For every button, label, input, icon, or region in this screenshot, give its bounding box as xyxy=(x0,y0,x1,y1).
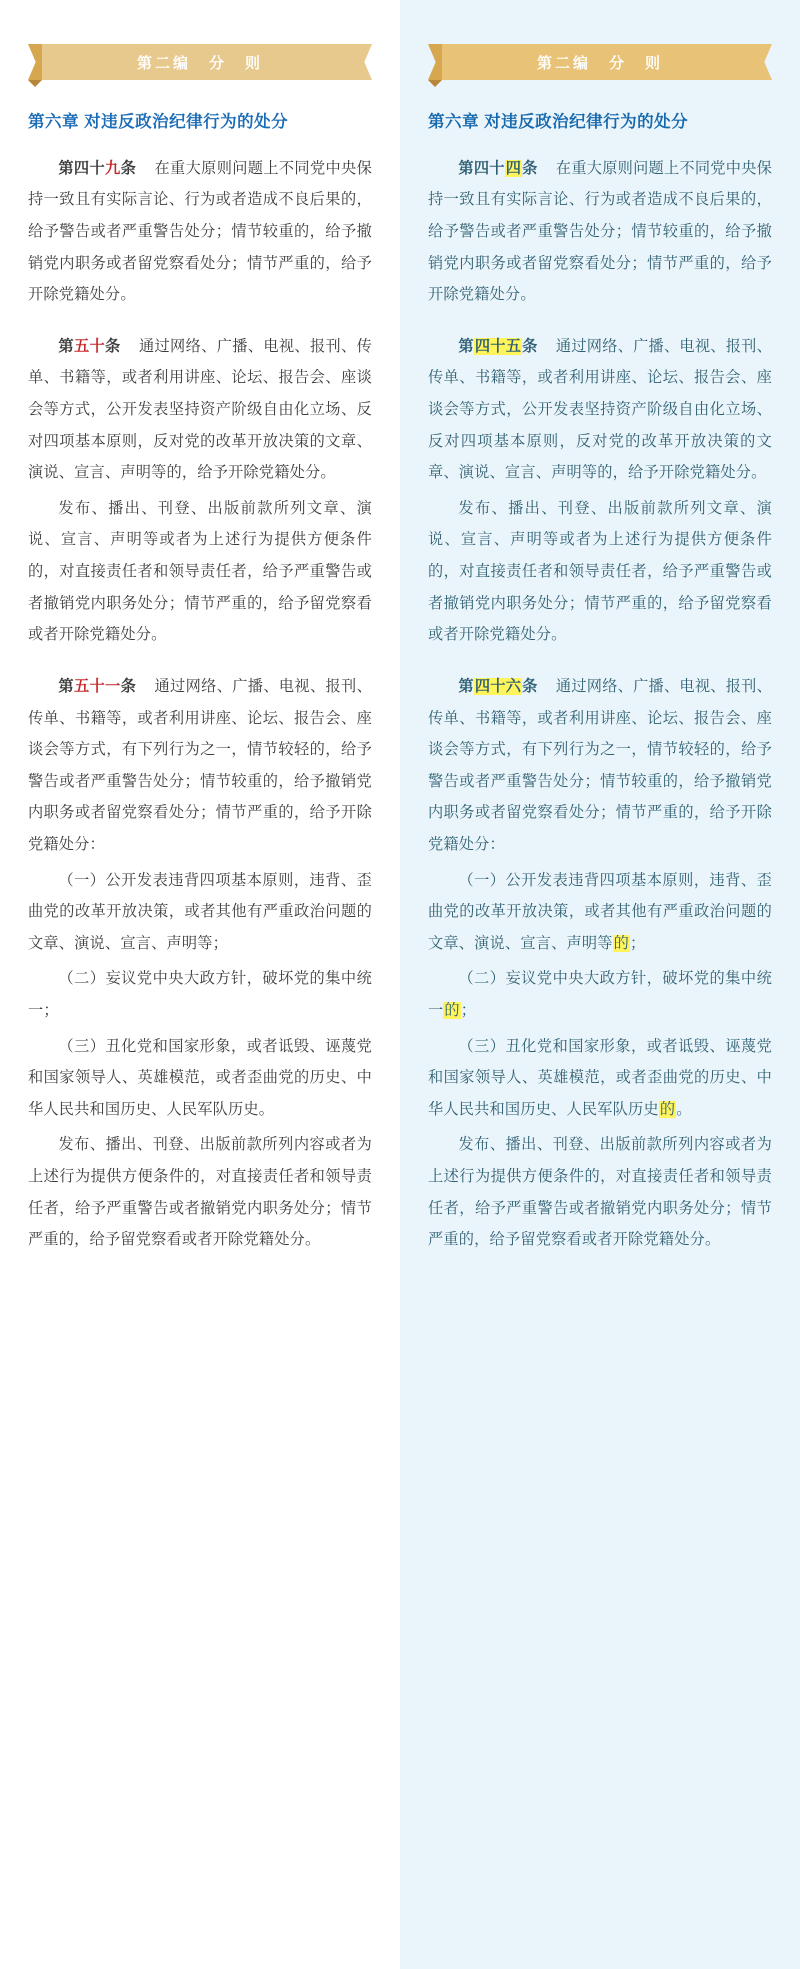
article-51-item-3: （三）丑化党和国家形象，或者诋毁、诬蔑党和国家领导人、英雄模范，或者歪曲党的历史、中华人民共和国历史、人民军队历史。 xyxy=(28,1037,372,1118)
article-51-body-1: 通过网络、广播、电视、报刊、传单、书籍等，或者利用讲座、论坛、报告会、座谈会等方式，有下列行为之一，情节较轻的，给予警告或者严重警告处分；情节较重的，给予撤销党内职务或者留党察看处分；情节严重的，给予开除党籍处分： xyxy=(28,677,372,853)
article-49-body-1: 在重大原则问题上不同党中央保持一致且有实际言论、行为或者造成不良后果的，给予警告或者严重警告处分；情节较重的，给予撤销党内职务或者留党察看处分；情节严重的，给予开除党籍处分。 xyxy=(28,159,372,304)
article-44-paragraph-1 xyxy=(428,153,772,311)
article-45-number-highlight: 四十五 xyxy=(474,337,522,355)
article-46-item-3: （三）丑化党和国家形象，或者诋毁、诬蔑党和国家领导人、英雄模范，或者歪曲党的历史、中华人民共和国历史、人民军队历史的。 xyxy=(428,1037,772,1118)
article-49-label: 第四十九条 xyxy=(58,159,137,177)
article-50-paragraph-1 xyxy=(28,331,372,489)
article-46-item-1: （一）公开发表违背四项基本原则，违背、歪曲党的改革开放决策，或者其他有严重政治问题的文章、演说、宣言、声明等的； xyxy=(428,871,772,952)
article-45-paragraph-1 xyxy=(428,331,772,489)
banner-ribbon xyxy=(42,44,358,80)
section-banner-left xyxy=(28,40,372,84)
article-46-body-1: 通过网络、广播、电视、报刊、传单、书籍等，或者利用讲座、论坛、报告会、座谈会等方式，有下列行为之一，情节较轻的，给予警告或者严重警告处分；情节较重的，给予撤销党内职务或者留党察看处分；情节严重的，给予开除党籍处分： xyxy=(428,677,773,853)
article-44-body-1: 在重大原则问题上不同党中央保持一致且有实际言论、行为或者造成不良后果的，给予警告或者严重警告处分；情节较重的，给予撤销党内职务或者留党察看处分；情节严重的，给予开除党籍处分。 xyxy=(428,159,773,304)
banner-title: 第二编 分 则 xyxy=(536,54,663,72)
article-51-item-2: （二）妄议党中央大政方针，破坏党的集中统一； xyxy=(28,970,372,1019)
article-46-paragraph-last: 发布、播出、刊登、出版前款所列内容或者为上述行为提供方便条件的，对直接责任者和领导责任者，给予严重警告或者撤销党内职务处分；情节严重的，给予留党察看或者开除党籍处分。 xyxy=(428,1136,772,1249)
ribbon-tail-left-icon xyxy=(28,44,42,80)
article-49-paragraph-1 xyxy=(28,153,372,311)
article-51-label: 第五十一条 xyxy=(58,677,137,695)
ribbon-tail-right-icon xyxy=(758,44,772,80)
article-44-number-highlight: 四 xyxy=(505,159,522,177)
article-46-number-highlight: 四十六 xyxy=(474,677,522,695)
article-50-label: 第五十条 xyxy=(58,337,121,355)
column-right-new-version xyxy=(400,0,800,1969)
banner-ribbon xyxy=(442,44,758,80)
article-46-paragraph-1 xyxy=(428,671,772,861)
section-banner-right xyxy=(428,40,772,84)
ribbon-fold-icon xyxy=(428,80,442,87)
ribbon-tail-left-icon xyxy=(428,44,442,80)
article-45-body-1: 通过网络、广播、电视、报刊、传单、书籍等，或者利用讲座、论坛、报告会、座谈会等方式，公开发表坚持资产阶级自由化立场、反对四项基本原则，反对党的改革开放决策的文章、演说、宣言、声明等的，给予开除党籍处分。 xyxy=(428,337,773,482)
article-45-paragraph-2: 发布、播出、刊登、出版前款所列文章、演说、宣言、声明等或者为上述行为提供方便条件的，对直接责任者和领导责任者，给予严重警告或者撤销党内职务处分；情节严重的，给予留党察看或者开除党籍处分。 xyxy=(428,499,772,644)
article-51-paragraph-1 xyxy=(28,671,372,861)
article-50-body-1: 通过网络、广播、电视、报刊、传单、书籍等，或者利用讲座、论坛、报告会、座谈会等方式，公开发表坚持资产阶级自由化立场、反对四项基本原则，反对党的改革开放决策的文章、演说、宣言、声明等的，给予开除党籍处分。 xyxy=(28,337,372,482)
article-46-item-1-added-char-highlight: 的 xyxy=(613,934,630,952)
article-46-item-3-added-char-highlight: 的 xyxy=(659,1100,676,1118)
article-44-label: 第四十四条 xyxy=(458,159,538,177)
article-51-item-1: （一）公开发表违背四项基本原则，违背、歪曲党的改革开放决策，或者其他有严重政治问题的文章、演说、宣言、声明等； xyxy=(28,871,372,952)
chapter-title-left: 第六章 对违反政治纪律行为的处分 xyxy=(28,113,289,131)
article-45-label: 第四十五条 xyxy=(458,337,538,355)
article-51-paragraph-last: 发布、播出、刊登、出版前款所列内容或者为上述行为提供方便条件的，对直接责任者和领导责任者，给予严重警告或者撤销党内职务处分；情节严重的，给予留党察看或者开除党籍处分。 xyxy=(28,1136,372,1249)
banner-title: 第二编 分 则 xyxy=(136,54,263,72)
article-46-item-2: （二）妄议党中央大政方针，破坏党的集中统一的； xyxy=(428,970,772,1019)
ribbon-fold-icon xyxy=(28,80,42,87)
ribbon-tail-right-icon xyxy=(358,44,372,80)
chapter-title-right: 第六章 对违反政治纪律行为的处分 xyxy=(428,113,689,131)
article-50-paragraph-2: 发布、播出、刊登、出版前款所列文章、演说、宣言、声明等或者为上述行为提供方便条件的，对直接责任者和领导责任者，给予严重警告或者撤销党内职务处分；情节严重的，给予留党察看或者开除党籍处分。 xyxy=(28,499,372,644)
article-46-label: 第四十六条 xyxy=(458,677,538,695)
article-46-item-2-added-char-highlight: 的 xyxy=(444,1001,460,1019)
